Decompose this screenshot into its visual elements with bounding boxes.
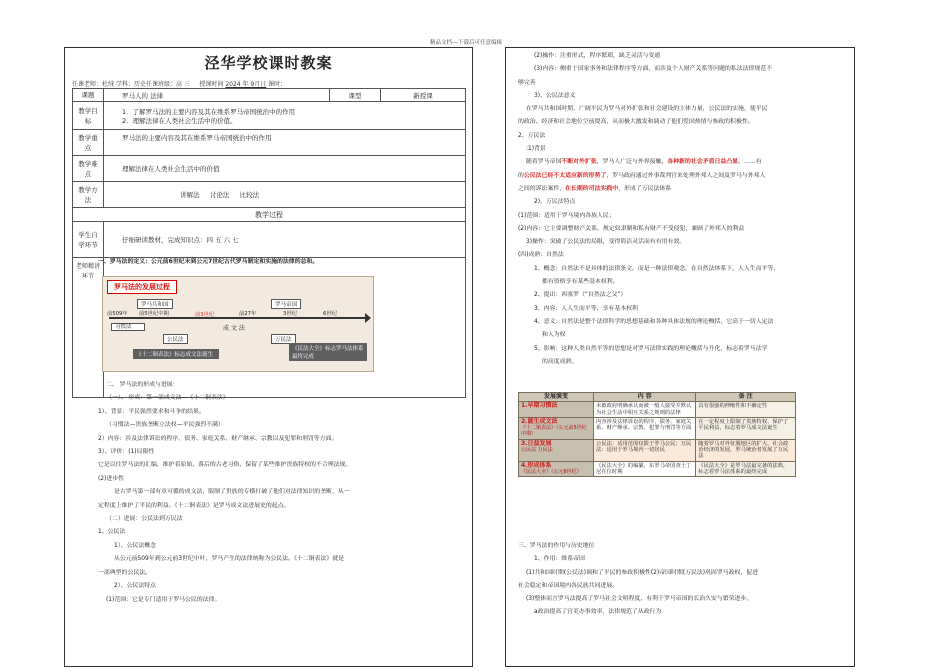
written-law-label: 成 文 法	[223, 325, 245, 332]
header-note: 精品文档---下载后可任意编辑	[430, 40, 502, 46]
lecture-content	[98, 379, 468, 607]
bg-text: ，形成了万民法体系	[618, 185, 672, 192]
evo-stage	[519, 417, 594, 439]
evo-note: 随着罗马对外征服地区的扩大，社会政治经济的发展，罗马统治者发展了万民法	[696, 439, 796, 461]
right-line: 2、万民法	[518, 132, 546, 139]
right-line: (1)共和国时期(公民法)调和了平民的参政积极性(2)帝国时期(万民法)巩固罗马政权，促进	[526, 569, 759, 576]
goal-label: 教学目标	[73, 102, 104, 130]
evo-header: 发展演变	[519, 393, 594, 402]
timeline-axis	[109, 317, 367, 319]
lesson-line: （习惯法—贵族垄断立法权—平民强烈不满）	[106, 422, 224, 429]
topic-value: 罗马人的 法律	[104, 89, 330, 102]
lesson-line: 二、 罗马法的形成与进展：	[106, 382, 179, 388]
republic-box: 罗马共和国	[137, 299, 173, 309]
right-line: 3、内容：人人生而平等，享有基本权利	[534, 305, 638, 312]
evo-note: 《民法大全》是罗马法最完备的法典，标志着罗马法体系的最终完成	[696, 461, 796, 477]
stage-title: 2.诞生成文法	[521, 417, 558, 425]
lesson-line: 1、公民法	[98, 529, 126, 536]
type-value: 新授课	[381, 89, 466, 102]
right-line: 2)、万民法特点	[534, 199, 576, 206]
right-line: 都有资格享有某些基本权利。	[542, 279, 619, 286]
lesson-line: 它是以往罗马法的汇编，维护着原始、落后的古老习俗，保留了某些维护贵族特权的不合理法规。	[98, 462, 352, 469]
corpus-juris-note: 《民法大全》标志罗马法体系最终完成	[289, 343, 367, 361]
roman-law-development-diagram	[102, 276, 374, 372]
right-line: (四)成熟：自然法	[518, 252, 564, 259]
stage-title: 4.形成体系	[521, 461, 552, 469]
lesson-line: （二）进展：公民法到万民法	[106, 516, 183, 523]
process-label: 教学过程	[73, 208, 466, 222]
lesson-line: 3）、评价：(1)局限性	[98, 449, 155, 456]
twelve-tables-note: 《十二铜表法》标志成文法诞生	[133, 349, 219, 359]
right-line: 够完善	[518, 79, 536, 86]
background-line-1	[518, 156, 848, 169]
right-line: (3)内容：侧重于国家事务和法律程序等方面，而涉及个人财产关系等问题的私法法律规范不	[534, 66, 773, 73]
goals-cell	[104, 102, 466, 130]
evo-stage	[519, 461, 594, 477]
right-page-bottom	[518, 540, 848, 620]
evo-header: 内 容	[594, 393, 696, 402]
evo-header: 备 注	[696, 393, 796, 402]
right-line: 社会稳定和帝国境内各民族共同进展。	[518, 582, 619, 589]
type-label: 课型	[330, 89, 381, 102]
right-page-content	[518, 50, 848, 369]
date-prefix: 授课时间	[199, 81, 224, 88]
topic-label: 课题	[73, 89, 104, 102]
right-line: 5、影响：这种人类自然平等的思想是对罗马法律实践的理论概括与升化，标志着罗马法学	[534, 345, 768, 352]
bg-highlight: 各种新的社会矛盾日益凸显	[667, 159, 739, 166]
right-line: 2、提出：西塞罗（“自然法之父”）	[534, 292, 627, 299]
lesson-line: 1）、公民法概念	[114, 542, 157, 549]
tick-3c-bc: 前3世纪	[195, 312, 215, 318]
right-line: 的政治、经济和社会地位空前提高，从而极大激发和调动了他们爱国热情与参政的积极性。	[518, 119, 754, 126]
self-study-value: 仔细研读教材，完成知识点：四 五 六 七	[104, 222, 466, 258]
right-line: (2)内容：它主要调整财产关系，规定奴隶制和私有财产不受侵犯，兼顾了外邦人的利益	[518, 225, 745, 232]
bg-highlight: 在长期的司法实践中	[565, 185, 619, 192]
evo-content: 未被政府明确承认而被一般人接受并默认为社会生活中相互关系之规则的法律	[594, 402, 696, 418]
definition-line: 一、罗马法的定义：公元前6世纪末到公元7世纪古代罗马制定和实施的法律的总和。	[98, 259, 319, 265]
background-line-3	[518, 183, 848, 196]
lesson-line: (1)范围：它是专门适用于罗马公民的法律。	[106, 596, 221, 603]
lesson-line: 1）、背景：平民强烈要求和斗争的结果。	[98, 408, 205, 415]
lesson-line: 从公元前509年到公元前3世纪中叶，罗马产生的法律统称为公民法。《十二铜表法》就是	[114, 556, 344, 563]
habit-law-box: 习惯法	[111, 323, 145, 331]
lesson-line: 是古罗马第一部有章可循的成文法，限制了贵族的专横打破了他们对法律知识的垄断，从一	[114, 489, 350, 496]
subject-class: 学科：历史任课班级：高 三	[115, 81, 190, 88]
lesson-line: 定程度上维护了平民的利益。《十二铜表法》是罗马成文法进展史的起点。	[98, 502, 290, 509]
right-line: 的高度成熟。	[542, 358, 578, 365]
page-title: 泾华学校课时教案	[204, 54, 333, 72]
self-study-label: 学生自学环节	[73, 222, 104, 258]
bg-text: ，罗马人广泛与外界接触，	[596, 159, 668, 166]
stage-title: 3.日益发展	[521, 439, 552, 447]
evo-stage	[519, 402, 594, 418]
lesson-info-line	[72, 79, 286, 88]
empire-box: 罗马帝国	[271, 299, 301, 309]
right-line: 1、概念：自然法不是具体的法律条文，而是一种法律观念。在自然法体系下，人人生而平等，	[534, 265, 780, 272]
right-line: 三、罗马法的作用与历史地位	[518, 543, 595, 549]
goal-item: 1．了解罗马法的主要内容及其在维系罗马帝国统治中的作用	[122, 107, 296, 116]
right-line: :1)背景	[526, 146, 546, 153]
tick-509bc: 前509年	[107, 311, 128, 317]
timeline-arrow-icon	[365, 313, 371, 323]
right-line: 在罗马共和国时期，广阔平民为罗马对外扩张和社会建设的主体力量，公民法的实施，使平民	[526, 106, 768, 113]
diff-label: 教学难点	[73, 156, 104, 182]
evo-note: 在一定程度上限制了贵族特权、保护了平民利益，标志着罗马成文法诞生	[696, 417, 796, 439]
diff-value: 理解法律在人类社会生活中的价值	[104, 156, 466, 182]
evolution-table	[518, 392, 796, 477]
tick-27bc: 前27年	[239, 311, 257, 317]
teacher-name: 任课老师：杜绒	[72, 81, 115, 88]
lesson-line: 2）、公民法特点	[114, 583, 157, 590]
tick-mid5c: 前5世纪中期	[139, 311, 169, 317]
background-line-2	[518, 170, 848, 183]
bg-text: 随着罗马帝国	[526, 159, 562, 166]
evo-content: 内容涉及法律诉讼的程序、债务、家庭关系、财产继承、宗教、犯罪与刑罚等方面	[594, 417, 696, 439]
method-label: 教学方法	[73, 182, 104, 208]
lesson-line: (2)进步性	[98, 475, 125, 482]
tick-3c: 3世纪	[283, 311, 297, 317]
evo-note: 具有很强的伸缩性和不确定性	[696, 402, 796, 418]
right-line: a政治提高了官吏办事效率，法律规范了从政行为	[534, 609, 662, 616]
bg-highlight: 公民法已经不太适应新的形势了	[523, 172, 607, 179]
right-line: 4、意义：自然法是整个法律科学的思想基础和各种具体法规的理论概括，它高于一切人定法	[534, 318, 774, 325]
evo-content: 《民法大全》的编纂，东罗马帝国查士丁尼在位时期	[594, 461, 696, 477]
citizen-law-box: 公民法	[163, 334, 188, 344]
right-line: 3)操作：突破了公民法的局限，变得简洁灵活而有有用有效。	[526, 239, 686, 246]
date-value: 2024 年 9月日	[225, 81, 267, 88]
right-line: 3)、公民法意义	[534, 92, 576, 99]
bg-text: 的	[518, 172, 524, 179]
evo-stage	[519, 439, 594, 461]
lesson-line: 一部典型的公民法。	[98, 569, 152, 576]
stage-sub: 《民法大全》（公元6世纪）	[521, 468, 582, 475]
lesson-line: （一）、 形成：第一部成文法—《十二铜表法》	[106, 395, 229, 402]
nations-law-box: 万民法	[271, 334, 296, 344]
bg-text: 。……有	[738, 159, 762, 166]
bg-text: ，罗马政府通过外事裁判官来处理外邦人之间及罗马与外邦人	[606, 172, 766, 179]
right-line: (1)范围：适用于罗马境内各族人民；	[518, 212, 615, 219]
key-value: 罗马法的主要内容及其在维系罗马帝国统治中的作用	[104, 130, 466, 156]
goal-item: 2．理解法律在人类社会生活中的价值。	[122, 116, 237, 125]
key-label: 教学重点	[73, 130, 104, 156]
evo-content: 公民法：适用范围仅限于罗马公民；万民法：适用于罗马境内一切居民	[594, 439, 696, 461]
stage-sub: 公民法 万民法	[521, 447, 553, 454]
right-line: (2)操作：注重形式，程序繁琐，缺乏灵活与变通	[534, 53, 661, 59]
lecture-content-top	[98, 256, 468, 269]
method-value: 讲解法 讨论法 比较法	[104, 182, 466, 208]
diagram-heading: 罗马法的发展过程	[107, 280, 177, 294]
stage-sub: 《十二铜表法》（公元前5世纪中期）	[521, 425, 587, 438]
stage-title: 1.早期习惯法	[521, 402, 558, 410]
bg-highlight: 不断对外扩张	[561, 159, 597, 166]
right-line: 和人为权	[542, 332, 566, 339]
right-line: 1、作用：维系帝国	[534, 556, 585, 563]
right-line: (3)整体而言罗马法提高了罗马社会文明程度，有利于罗马帝国的长治久安与繁荣进步。	[526, 596, 753, 603]
class-hours: 课时：	[268, 81, 287, 88]
lesson-line: 2）内容：涉及法律诉讼的程序、债务、家庭关系、财产继承、宗教以及犯罪和刑罚等方面。	[98, 435, 338, 442]
tick-6c: 6世纪	[323, 311, 337, 317]
teacher-lecture-label: 老师精讲环节	[73, 258, 104, 398]
bg-text: 之间的诉讼案件，	[518, 185, 566, 192]
